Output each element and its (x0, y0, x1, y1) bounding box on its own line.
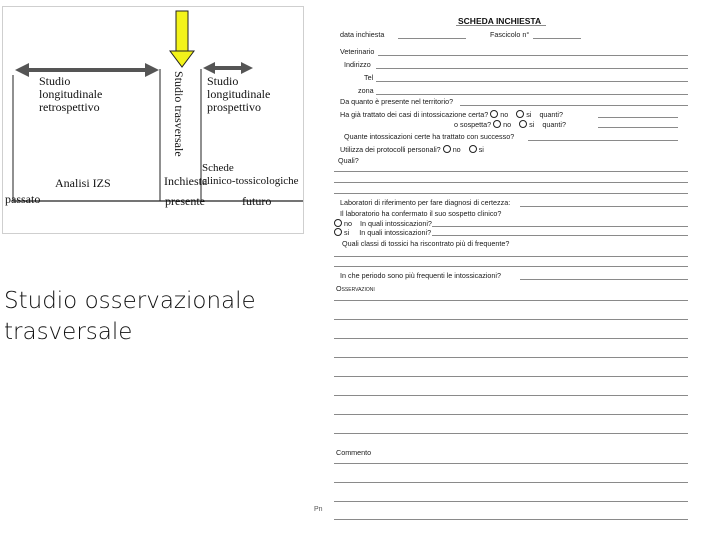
field-classi-2[interactable] (334, 266, 688, 267)
q-trattato (340, 110, 563, 119)
radio-confermato-si[interactable] (334, 228, 342, 236)
row-confermato-no (334, 219, 432, 228)
q-periodo: In che periodo sono più frequenti le intossicazioni? (340, 271, 502, 280)
row-confermato-si (334, 228, 431, 237)
label-tel: Tel (364, 73, 374, 82)
label-presente: presente (165, 194, 205, 208)
opt-si: si (526, 110, 532, 119)
field-oss-6[interactable] (334, 395, 688, 396)
label-data: data inchiesta (340, 30, 385, 39)
field-quanti-certa[interactable] (598, 117, 678, 118)
q-protocolli-label: Utilizza dei protocolli personali? (340, 145, 441, 154)
label-in-quali-2: In quali intossicazioni? (359, 228, 432, 237)
opt-no-4: no (344, 219, 352, 228)
q-classi: Quali classi di tossici ha riscontrato più di frequente? (342, 239, 510, 248)
field-oss-2[interactable] (334, 319, 688, 320)
radio-trattato-si[interactable] (516, 110, 524, 118)
field-presente[interactable] (460, 105, 688, 106)
field-quali-1[interactable] (334, 171, 688, 172)
field-quali-2[interactable] (334, 182, 688, 183)
field-in-quali-si[interactable] (432, 235, 688, 236)
field-quanti-sospetta[interactable] (598, 127, 678, 128)
label-quanti-2: quanti? (542, 120, 566, 129)
label-osservazioni: Osservazioni (336, 284, 375, 293)
label-prospettivo: Studio longitudinale prospettivo (207, 74, 271, 114)
q-sospetta-label: o sospetta? (454, 120, 492, 129)
field-oss-3[interactable] (334, 338, 688, 339)
label-veterinario: Veterinario (340, 47, 375, 56)
q-sospetta (454, 120, 566, 129)
field-laboratori[interactable] (520, 206, 688, 207)
retro-arrow-left-head (15, 63, 29, 77)
opt-no: no (500, 110, 509, 119)
yellow-arrow-head (170, 51, 194, 67)
label-analisi: Analisi IZS (55, 176, 111, 190)
field-commento-1[interactable] (334, 463, 688, 464)
radio-sospetta-si[interactable] (519, 120, 527, 128)
field-indirizzo[interactable] (376, 68, 688, 69)
field-oss-1[interactable] (334, 300, 688, 301)
radio-confermato-no[interactable] (334, 219, 342, 227)
field-successo[interactable] (528, 140, 678, 141)
footer-note: Pn (314, 506, 323, 513)
opt-no-2: no (503, 120, 512, 129)
radio-sospetta-no[interactable] (493, 120, 501, 128)
q-trattato-label: Ha già trattato dei casi di intossicazione certa? (340, 110, 489, 119)
field-fascicolo[interactable] (533, 38, 581, 39)
field-tel[interactable] (376, 81, 688, 82)
q-confermato: Il laboratorio ha confermato il suo sospetto clinico? (340, 209, 502, 218)
field-oss-5[interactable] (334, 376, 688, 377)
label-indirizzo: Indirizzo (344, 60, 371, 69)
label-inchiesta: Inchiesta (164, 174, 208, 188)
q-presente: Da quanto è presente nel territorio? (340, 97, 454, 106)
label-passato: passato (5, 192, 41, 206)
title-underline (456, 25, 546, 26)
label-quanti: quanti? (539, 110, 564, 119)
field-quali-3[interactable] (334, 193, 688, 194)
prosp-arrow-right-head (241, 62, 253, 74)
field-commento-3[interactable] (334, 501, 688, 502)
radio-protocolli-si[interactable] (469, 145, 477, 153)
field-commento-4[interactable] (334, 519, 688, 520)
label-in-quali-1: In quali intossicazioni? (360, 219, 432, 228)
label-quali: Quali? (338, 156, 359, 165)
scheda-inchiesta-form (328, 14, 692, 540)
opt-si-2: si (529, 120, 535, 129)
field-veterinario[interactable] (378, 55, 688, 56)
label-futuro: futuro (242, 194, 272, 208)
q-protocolli (340, 145, 484, 154)
field-oss-4[interactable] (334, 357, 688, 358)
label-fascicolo: Fascicolo n° (490, 30, 530, 39)
q-laboratori: Laboratori di riferimento per fare diagnosi di certezza: (340, 198, 511, 207)
field-in-quali-no[interactable] (432, 226, 688, 227)
field-oss-7[interactable] (334, 414, 688, 415)
label-zona: zona (358, 86, 374, 95)
label-commento: Commento (336, 448, 372, 457)
opt-no-3: no (452, 145, 461, 154)
label-retrospettivo: Studio longitudinale retrospettivo (39, 74, 103, 114)
prosp-arrow-left-head (203, 62, 215, 74)
field-data[interactable] (398, 38, 466, 39)
yellow-arrow-body (176, 11, 188, 51)
field-periodo[interactable] (520, 279, 688, 280)
opt-si-4: si (344, 228, 350, 237)
field-zona[interactable] (376, 94, 688, 95)
opt-si-3: si (478, 145, 484, 154)
radio-protocolli-no[interactable] (443, 145, 451, 153)
timeline-diagram (2, 6, 304, 234)
label-schede: Schede clinico-tossicologiche (202, 162, 299, 187)
radio-trattato-no[interactable] (490, 110, 498, 118)
q-successo: Quante intossicazioni certe ha trattato con successo? (344, 132, 515, 141)
field-classi-1[interactable] (334, 256, 688, 257)
label-trasversale: Studio trasversale (172, 71, 186, 157)
slide-title: Studio osservazionale trasversale (4, 288, 256, 345)
field-commento-2[interactable] (334, 482, 688, 483)
retro-arrow-right-head (145, 63, 159, 77)
form-title: SCHEDA INCHIESTA (458, 16, 542, 26)
field-oss-8[interactable] (334, 433, 688, 434)
